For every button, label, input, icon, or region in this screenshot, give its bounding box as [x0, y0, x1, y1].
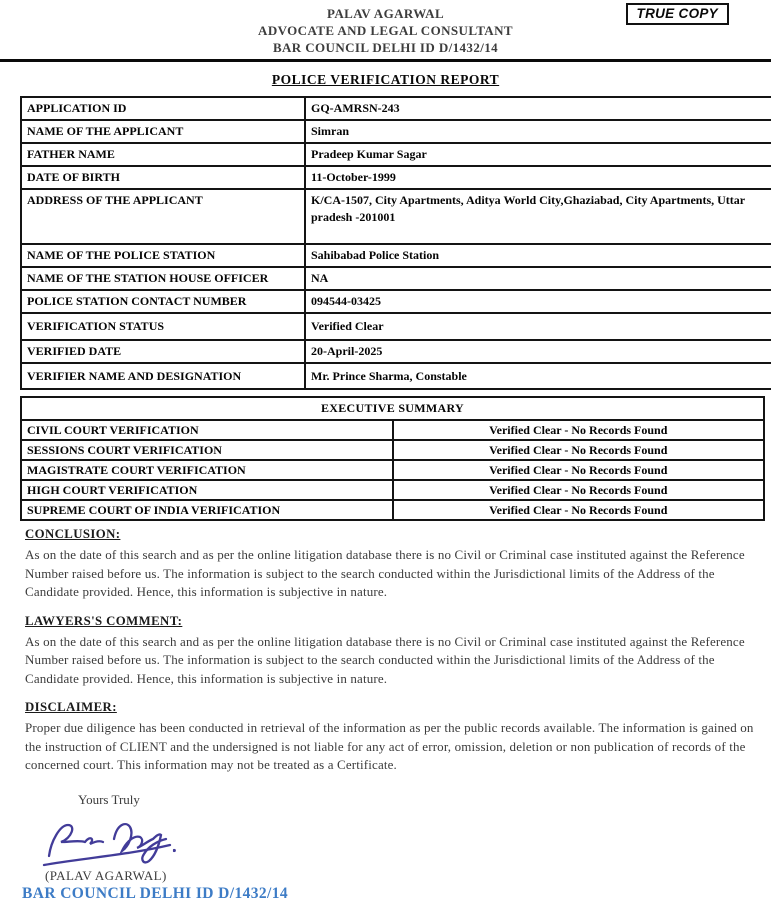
salutation: Yours Truly — [78, 791, 140, 807]
field-label: VERIFICATION STATUS — [21, 313, 305, 340]
table-row — [21, 267, 771, 290]
field-value: 20-April-2025 — [305, 340, 771, 363]
true-copy-stamp: TRUE COPY — [626, 3, 729, 25]
disclaimer-heading: DISCLAIMER: — [25, 700, 117, 714]
field-value: Simran — [305, 120, 771, 143]
field-value: Mr. Prince Sharma, Constable — [305, 363, 771, 389]
field-value: 094544-03425 — [305, 290, 771, 313]
field-value: GQ-AMRSN-243 — [305, 97, 771, 120]
field-value: Pradeep Kumar Sagar — [305, 143, 771, 166]
court-label: SUPREME COURT OF INDIA VERIFICATION — [21, 500, 393, 520]
executive-summary-table — [20, 396, 765, 521]
bar-council-footer: BAR COUNCIL DELHI ID D/1432/14 — [22, 884, 289, 902]
field-value: 11-October-1999 — [305, 166, 771, 189]
table-row — [21, 143, 771, 166]
signature-image — [36, 812, 771, 868]
table-row — [21, 340, 771, 363]
table-row — [21, 363, 771, 389]
table-row — [21, 313, 771, 340]
page-title: POLICE VERIFICATION REPORT — [271, 72, 500, 87]
table-row — [21, 244, 771, 267]
field-value: Verified Clear — [305, 313, 771, 340]
field-label: VERIFIER NAME AND DESIGNATION — [21, 363, 305, 389]
applicant-details-table — [20, 96, 771, 390]
letterhead — [0, 0, 771, 62]
verification-result: Verified Clear - No Records Found — [393, 500, 765, 520]
conclusion-text: As on the date of this search and as per the online litigation database there is no Civil or Criminal case instituted against the Reference Number raised before us. The information is subject to the search conducted within the Jurisdictional limits of the Address of the Candidate provided. Hence, this information is subjective in nature. — [25, 547, 745, 599]
advocate-name: PALAV AGARWAL — [326, 6, 445, 21]
verification-result: Verified Clear - No Records Found — [393, 440, 765, 460]
field-label: ADDRESS OF THE APPLICANT — [21, 189, 305, 244]
table-row — [21, 97, 771, 120]
field-label: APPLICATION ID — [21, 97, 305, 120]
table-row — [21, 189, 771, 244]
conclusion-heading: CONCLUSION: — [25, 527, 121, 541]
table-row — [21, 460, 764, 480]
field-label: POLICE STATION CONTACT NUMBER — [21, 290, 305, 313]
table-row — [21, 480, 764, 500]
table-row — [21, 120, 771, 143]
field-value: K/CA-1507, City Apartments, Aditya World City,Ghaziabad, City Apartments, Uttar pradesh -201001 — [305, 189, 771, 244]
field-label: NAME OF THE POLICE STATION — [21, 244, 305, 267]
lawyers-comment-section — [25, 614, 755, 689]
table-row — [21, 166, 771, 189]
field-label: DATE OF BIRTH — [21, 166, 305, 189]
field-label: VERIFIED DATE — [21, 340, 305, 363]
advocate-designation: ADVOCATE AND LEGAL CONSULTANT — [258, 23, 513, 38]
table-row — [21, 440, 764, 460]
verification-result: Verified Clear - No Records Found — [393, 480, 765, 500]
court-label: SESSIONS COURT VERIFICATION — [21, 440, 393, 460]
table-header-row — [21, 397, 764, 420]
field-label: FATHER NAME — [21, 143, 305, 166]
executive-summary-title: EXECUTIVE SUMMARY — [21, 397, 764, 420]
table-row — [21, 500, 764, 520]
conclusion-section — [25, 527, 755, 602]
field-label: NAME OF THE STATION HOUSE OFFICER — [21, 267, 305, 290]
table-row — [21, 290, 771, 313]
field-value: Sahibabad Police Station — [305, 244, 771, 267]
court-label: CIVIL COURT VERIFICATION — [21, 420, 393, 440]
disclaimer-text: Proper due diligence has been conducted in retrieval of the information as per the public records available. The information is gained on the instruction of CLIENT and the undersigned is not liable for any act of error, omission, deletion or non publication of records of the concerned court. This information may not be treated as a Certificate. — [25, 720, 754, 772]
lawyers-comment-text: As on the date of this search and as per the online litigation database there is no Civil or Criminal case instituted against the Reference Number raised before us. The information is subject to the search conducted within the Jurisdictional limits of the Address of the Candidate provided. Hence, this information is subjective in nature. — [25, 633, 745, 686]
disclaimer-section — [25, 700, 755, 775]
field-value: NA — [305, 267, 771, 290]
lawyers-comment-heading: LAWYERS'S COMMENT: — [25, 613, 183, 628]
field-label: NAME OF THE APPLICANT — [21, 120, 305, 143]
court-label: MAGISTRATE COURT VERIFICATION — [21, 460, 393, 480]
bar-council-id: BAR COUNCIL DELHI ID D/1432/14 — [272, 40, 499, 55]
verification-result: Verified Clear - No Records Found — [393, 460, 765, 480]
signatory-name: (PALAV AGARWAL) — [45, 867, 167, 883]
table-row — [21, 420, 764, 440]
verification-result: Verified Clear - No Records Found — [393, 420, 765, 440]
court-label: HIGH COURT VERIFICATION — [21, 480, 393, 500]
